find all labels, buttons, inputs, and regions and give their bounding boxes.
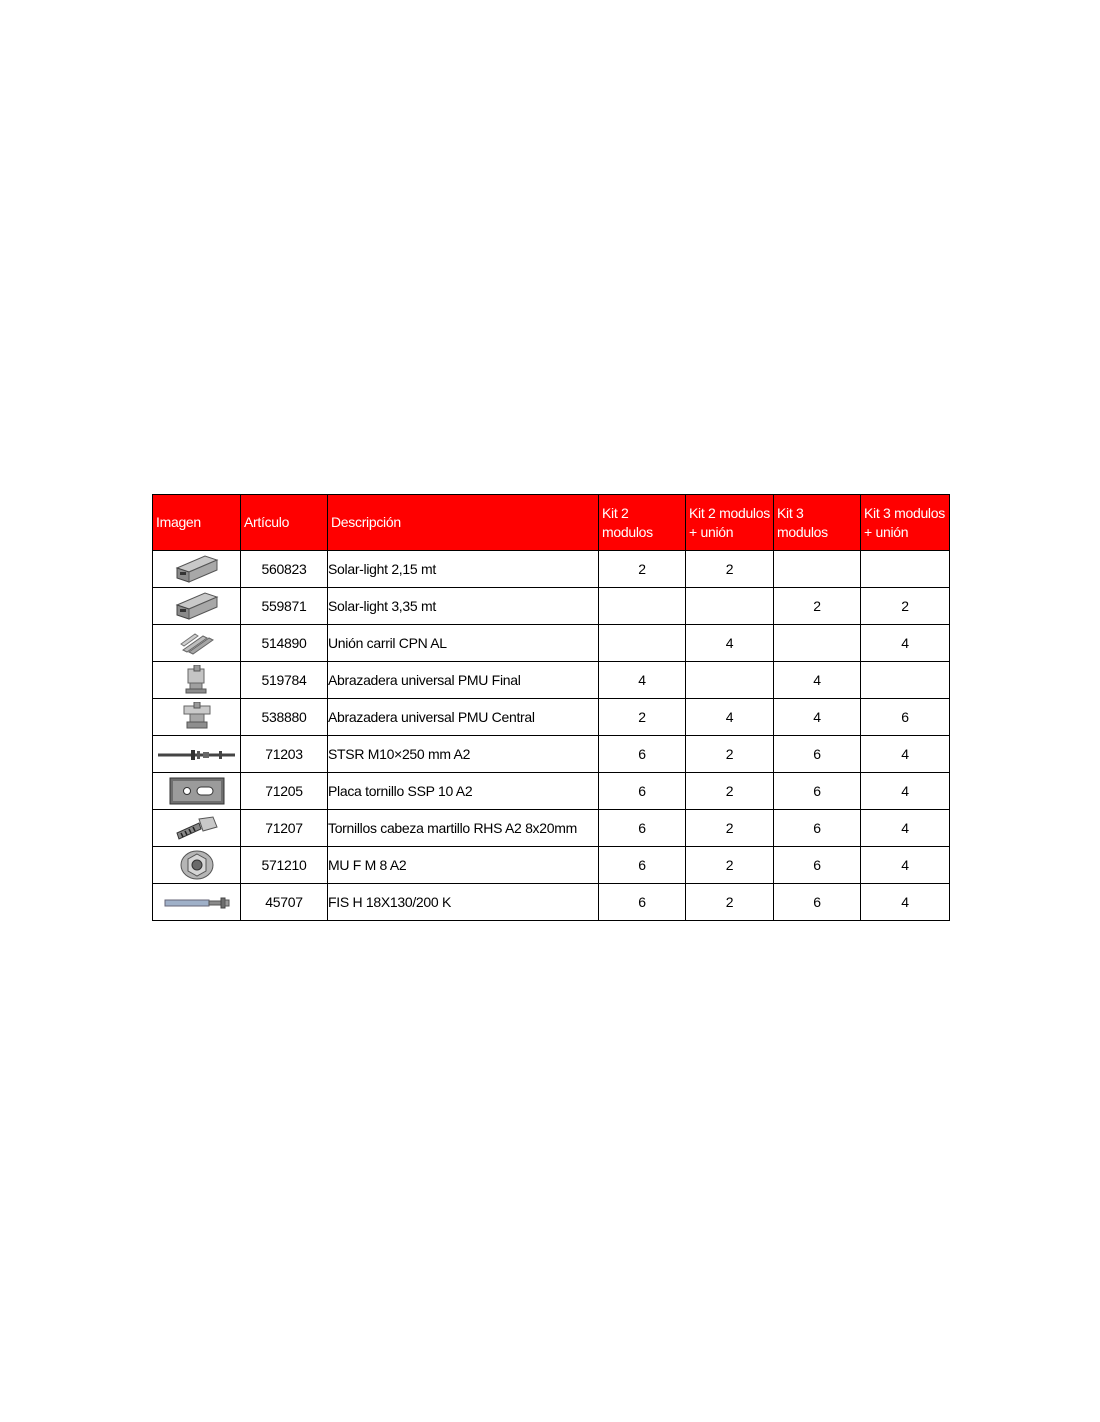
table-row (153, 625, 950, 662)
kit3-cell (774, 625, 861, 662)
kit3-union-cell: 4 (861, 884, 950, 921)
kit3-union-cell: 2 (861, 588, 950, 625)
table-row (153, 551, 950, 588)
kit2-cell: 6 (599, 773, 686, 810)
article-cell: 559871 (241, 588, 328, 625)
kit2-union-cell: 2 (686, 847, 774, 884)
screw-plate-icon (169, 776, 225, 806)
kit3-union-cell: 4 (861, 736, 950, 773)
kit2-union-cell: 2 (686, 773, 774, 810)
image-cell (153, 847, 241, 884)
table-header-row (153, 495, 950, 551)
kit3-union-cell (861, 662, 950, 699)
table-row (153, 810, 950, 847)
kit3-cell: 6 (774, 736, 861, 773)
kit2-cell: 2 (599, 551, 686, 588)
rail-connector-icon (179, 630, 215, 656)
article-cell: 519784 (241, 662, 328, 699)
kit2-union-cell (686, 662, 774, 699)
header-kit3-union: Kit 3 modulos + unión (861, 495, 950, 551)
image-cell (153, 810, 241, 847)
image-cell (153, 736, 241, 773)
kit3-cell: 4 (774, 662, 861, 699)
description-cell: Unión carril CPN AL (328, 625, 599, 662)
anchor-sleeve-icon (164, 897, 230, 909)
kit2-cell: 6 (599, 810, 686, 847)
kit2-union-cell: 2 (686, 736, 774, 773)
kit2-union-cell: 4 (686, 625, 774, 662)
description-cell: Solar-light 3,35 mt (328, 588, 599, 625)
description-cell: Placa tornillo SSP 10 A2 (328, 773, 599, 810)
header-kit3: Kit 3 modulos (774, 495, 861, 551)
kit3-union-cell: 4 (861, 847, 950, 884)
description-cell: Tornillos cabeza martillo RHS A2 8x20mm (328, 810, 599, 847)
kit2-union-cell (686, 588, 774, 625)
kit2-cell: 6 (599, 847, 686, 884)
rail-profile-icon (175, 554, 219, 584)
table-row (153, 736, 950, 773)
kit2-cell: 4 (599, 662, 686, 699)
article-cell: 71203 (241, 736, 328, 773)
header-descripcion: Descripción (328, 495, 599, 551)
image-cell (153, 884, 241, 921)
article-cell: 571210 (241, 847, 328, 884)
kit3-cell: 2 (774, 588, 861, 625)
kit3-cell (774, 551, 861, 588)
parts-table (152, 494, 950, 921)
kit3-cell: 6 (774, 810, 861, 847)
table-row (153, 588, 950, 625)
kit3-union-cell (861, 551, 950, 588)
kit3-cell: 4 (774, 699, 861, 736)
table-row (153, 699, 950, 736)
kit3-union-cell: 6 (861, 699, 950, 736)
description-cell: Abrazadera universal PMU Final (328, 662, 599, 699)
kit2-union-cell: 2 (686, 810, 774, 847)
image-cell (153, 662, 241, 699)
header-articulo: Artículo (241, 495, 328, 551)
kit3-union-cell: 4 (861, 625, 950, 662)
flange-nut-icon (179, 849, 215, 881)
image-cell (153, 551, 241, 588)
description-cell: Abrazadera universal PMU Central (328, 699, 599, 736)
image-cell (153, 588, 241, 625)
kit3-union-cell: 4 (861, 810, 950, 847)
hammer-head-screw-icon (175, 815, 219, 841)
table-row (153, 662, 950, 699)
table-row (153, 847, 950, 884)
kit2-cell (599, 588, 686, 625)
image-cell (153, 773, 241, 810)
table-row (153, 884, 950, 921)
table-row (153, 773, 950, 810)
middle-clamp-icon (182, 702, 212, 732)
hanger-bolt-icon (157, 748, 237, 762)
header-kit2-union: Kit 2 modulos + unión (686, 495, 774, 551)
header-kit2: Kit 2 modulos (599, 495, 686, 551)
image-cell (153, 699, 241, 736)
kit2-union-cell: 4 (686, 699, 774, 736)
kit3-cell: 6 (774, 884, 861, 921)
kit2-union-cell: 2 (686, 551, 774, 588)
article-cell: 514890 (241, 625, 328, 662)
kit2-union-cell: 2 (686, 884, 774, 921)
article-cell: 45707 (241, 884, 328, 921)
kit3-cell: 6 (774, 773, 861, 810)
kit2-cell: 2 (599, 699, 686, 736)
kit3-union-cell: 4 (861, 773, 950, 810)
description-cell: MU F M 8 A2 (328, 847, 599, 884)
article-cell: 560823 (241, 551, 328, 588)
article-cell: 71207 (241, 810, 328, 847)
kit2-cell: 6 (599, 736, 686, 773)
description-cell: Solar-light 2,15 mt (328, 551, 599, 588)
end-clamp-icon (184, 665, 210, 695)
description-cell: FIS H 18X130/200 K (328, 884, 599, 921)
article-cell: 71205 (241, 773, 328, 810)
header-imagen: Imagen (153, 495, 241, 551)
rail-profile-icon (175, 591, 219, 621)
kit3-cell: 6 (774, 847, 861, 884)
description-cell: STSR M10×250 mm A2 (328, 736, 599, 773)
kit2-cell: 6 (599, 884, 686, 921)
kit2-cell (599, 625, 686, 662)
article-cell: 538880 (241, 699, 328, 736)
image-cell (153, 625, 241, 662)
